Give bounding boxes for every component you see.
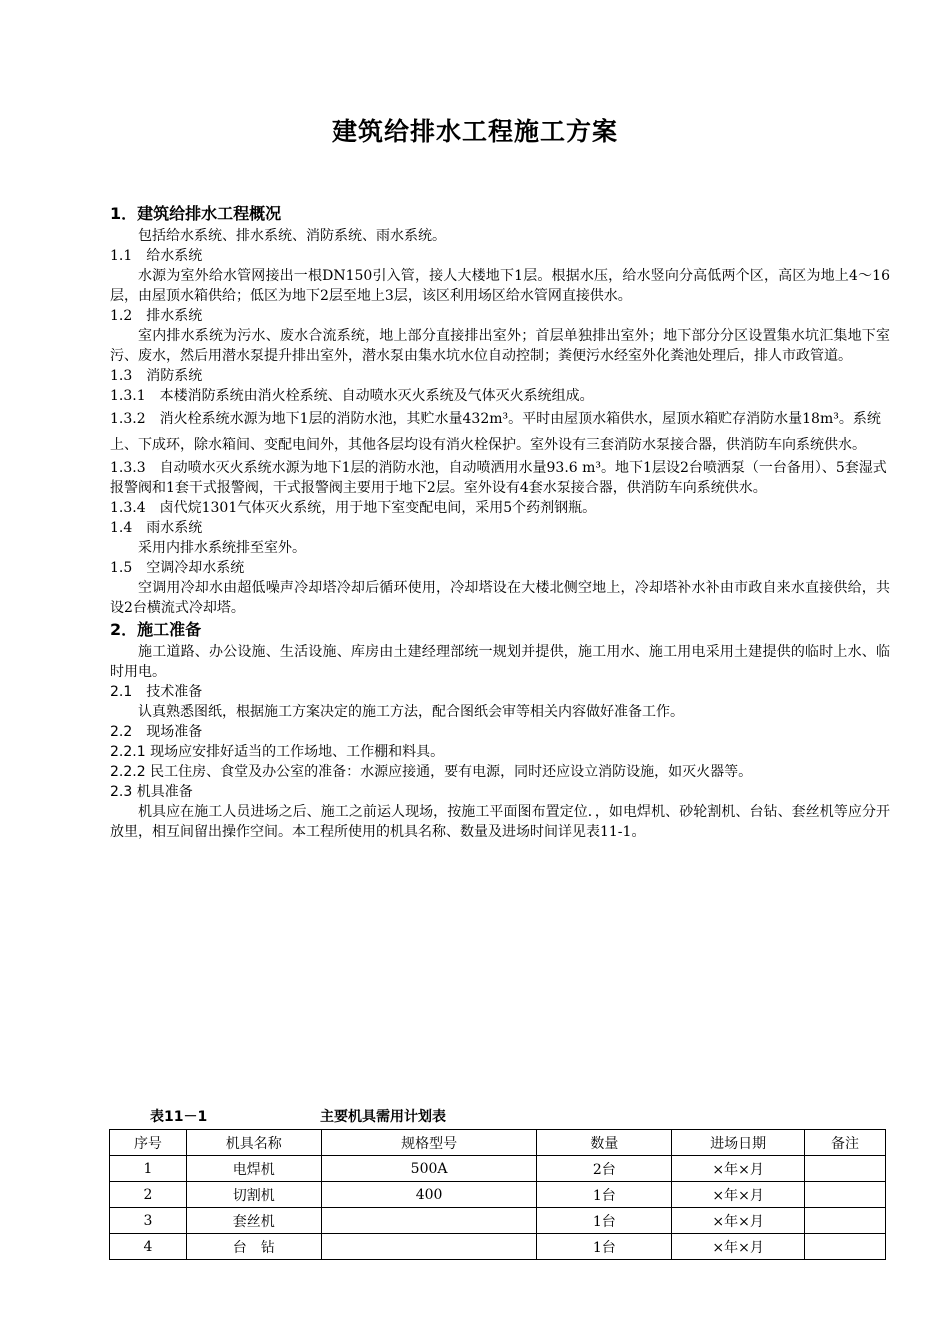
- table-cell: 2台: [537, 1156, 672, 1182]
- table-cell: [805, 1156, 886, 1182]
- table-row: [110, 1208, 886, 1234]
- table-cell: ×年×月: [672, 1234, 805, 1260]
- subsection-heading: 1.4 雨水系统: [110, 520, 203, 536]
- table-cell: 套丝机: [186, 1208, 321, 1234]
- body-paragraph: 认真熟悉图纸，根据施工方案决定的施工方法，配合图纸会审等相关内容做好准备工作。: [138, 704, 684, 720]
- table-cell: 3: [110, 1208, 187, 1234]
- table-number: 表11－1: [150, 1109, 208, 1125]
- subsection-heading: 1.1 给水系统: [110, 248, 203, 264]
- table-title: 主要机具需用计划表: [320, 1109, 446, 1125]
- col-header-date: 进场日期: [672, 1130, 805, 1156]
- equipment-table: [109, 1129, 886, 1260]
- col-header-spec: 规格型号: [321, 1130, 537, 1156]
- table-caption: [150, 1106, 650, 1126]
- subsection-heading: 1.3.3 自动喷水灭火系统水源为地下1层的消防水池，自动喷洒用水量93.6 m³。地下1层设2台喷洒泵（一台备用）、5套湿式报警阀和1套干式报警阀，干式报警阀主要用于地下2层。室外设有4套水泵接合器，供消防车向系统供水。: [110, 460, 887, 496]
- subsection-heading: 1.5 空调冷却水系统: [110, 560, 245, 576]
- table-row: [110, 1234, 886, 1260]
- subsection-heading: 2.2.2 民工住房、食堂及办公室的准备：水源应接通，要有电源，同时还应设立消防设施，如灭火器等。: [110, 764, 753, 780]
- table-header-row: [110, 1130, 886, 1156]
- body-paragraph: 室内排水系统为污水、废水合流系统，地上部分直接排出室外；首层单独排出室外；地下部分分区设置集水坑汇集地下室污、废水，然后用潜水泵提升排出室外，潜水泵由集水坑水位自动控制；粪便污水经室外化粪池处理后，排人市政管道。: [110, 328, 890, 364]
- body-paragraph: 施工道路、办公设施、生活设施、库房由土建经理部统一规划并提供，施工用水、施工用电采用土建提供的临时上水、临时用电。: [110, 644, 890, 680]
- subsection-heading: 1.3.4 卤代烷1301气体灭火系统，用于地下室变配电间，采用5个药剂钢瓶。: [110, 500, 597, 516]
- table-row: [110, 1182, 886, 1208]
- table-cell: ×年×月: [672, 1182, 805, 1208]
- subsection-heading: 2.2.1 现场应安排好适当的工作场地、工作棚和料具。: [110, 744, 445, 760]
- table-cell: [805, 1234, 886, 1260]
- table-cell: 500A: [321, 1156, 537, 1182]
- col-header-qty: 数量: [537, 1130, 672, 1156]
- body-paragraph: 采用内排水系统排至室外。: [138, 540, 306, 556]
- table-cell: 400: [321, 1182, 537, 1208]
- body-paragraph: 空调用冷却水由超低噪声冷却塔冷却后循环使用，冷却塔设在大楼北侧空地上，冷却塔补水补由市政自来水直接供给，共设2台横流式冷却塔。: [110, 580, 890, 616]
- section-heading: 1．建筑给排水工程概况: [110, 204, 282, 223]
- subsection-heading: 2.1 技术准备: [110, 684, 203, 700]
- document-body: [110, 202, 890, 842]
- table-cell: ×年×月: [672, 1156, 805, 1182]
- subsection-heading: 1.2 排水系统: [110, 308, 203, 324]
- col-header-remark: 备注: [805, 1130, 886, 1156]
- table-cell: 1: [110, 1156, 187, 1182]
- table-cell: [321, 1234, 537, 1260]
- table-cell: [805, 1182, 886, 1208]
- table-cell: 切割机: [186, 1182, 321, 1208]
- table-cell: 1台: [537, 1234, 672, 1260]
- table-cell: 电焊机: [186, 1156, 321, 1182]
- table-cell: 2: [110, 1182, 187, 1208]
- col-header-name: 机具名称: [186, 1130, 321, 1156]
- body-paragraph: 机具应在施工人员进场之后、施工之前运人现场，按施工平面图布置定位．，如电焊机、砂轮割机、台钻、套丝机等应分开放里，相互间留出操作空间。本工程所使用的机具名称、数量及进场时间详见表11-1。: [110, 804, 890, 840]
- col-header-index: 序号: [110, 1130, 187, 1156]
- subsection-heading: 1.3 消防系统: [110, 368, 203, 384]
- subsection-heading: 2.2 现场准备: [110, 724, 203, 740]
- table-cell: [805, 1208, 886, 1234]
- table-cell: 1台: [537, 1208, 672, 1234]
- table-cell: [321, 1208, 537, 1234]
- subsection-heading: 1.3.1 本楼消防系统由消火栓系统、自动喷水灭火系统及气体灭火系统组成。: [110, 388, 594, 404]
- table-cell: 4: [110, 1234, 187, 1260]
- subsection-heading: 2.3 机具准备: [110, 784, 193, 800]
- body-paragraph: 包括给水系统、排水系统、消防系统、雨水系统。: [138, 228, 446, 244]
- table-cell: ×年×月: [672, 1208, 805, 1234]
- subsection-paragraph: 1.3.2 消火栓系统水源为地下1层的消防水池，其贮水量432m³。平时由屋顶水箱供水，屋顶水箱贮存消防水量18m³。系统上、下成环，除水箱间、变配电间外，其他各层均设有消火栓保护。室外设有三套消防水泵接合器，供消防车向系统供水。: [110, 411, 881, 453]
- table-cell: 1台: [537, 1182, 672, 1208]
- table-cell: 台 钻: [186, 1234, 321, 1260]
- body-paragraph: 水源为室外给水管网接出一根DN150引入管，接人大楼地下1层。根据水压，给水竖向分高低两个区，高区为地上4～16层，由屋顶水箱供给；低区为地下2层至地上3层，该区利用场区给水管网直接供水。: [110, 268, 890, 304]
- table-row: [110, 1156, 886, 1182]
- section-heading: 2．施工准备: [110, 620, 202, 639]
- document-title: 建筑给排水工程施工方案: [331, 117, 618, 146]
